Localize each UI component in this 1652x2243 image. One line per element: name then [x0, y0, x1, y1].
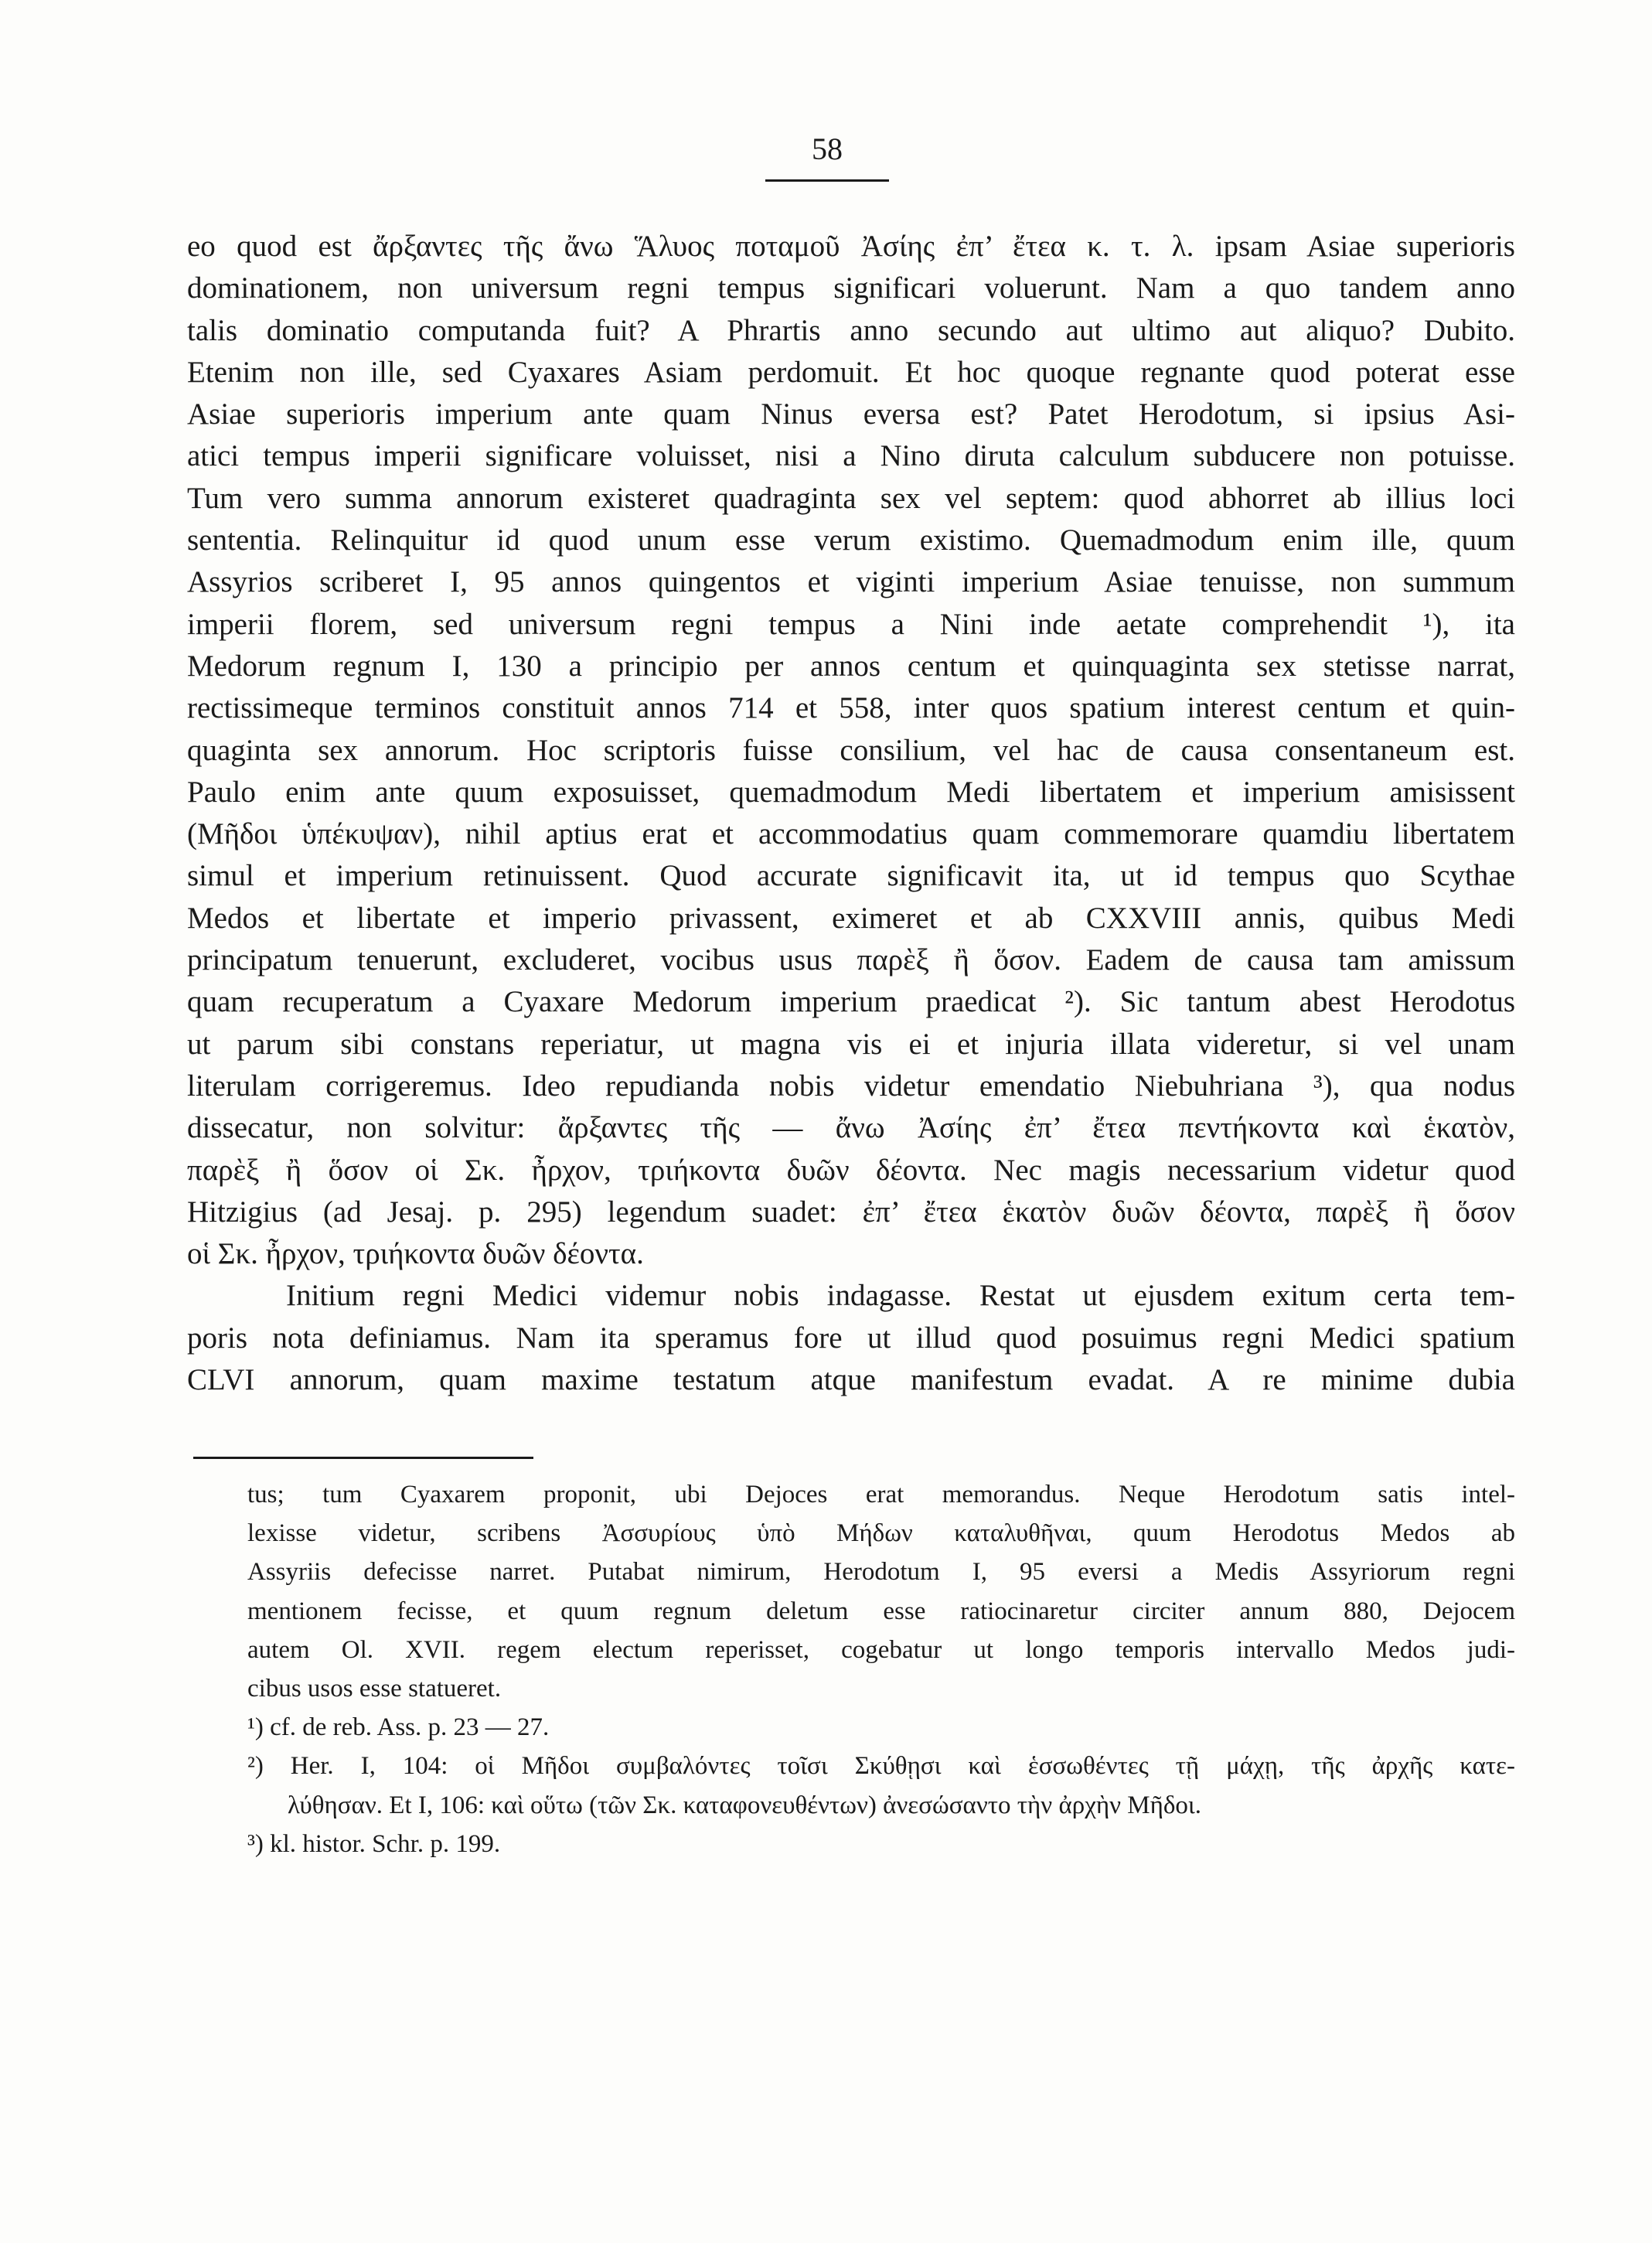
footnote-line: lexisse videtur, scribens Ἀσσυρίους ὑπὸ Μήδων καταλυθῆναι, quum Herodotus Medos ab [247, 1519, 1515, 1548]
body-line: principatum tenuerunt, excluderet, vocibus usus παρὲξ ἢ ὅσον. Eadem de causa tam amissum [187, 943, 1515, 977]
main-text [187, 226, 1515, 1401]
body-line: quaginta sex annorum. Hoc scriptoris fuisse consilium, vel hac de causa consentaneum est. [187, 733, 1515, 767]
body-line: (Μῆδοι ὑπέκυψαν), nihil aptius erat et accommodatius quam commemorare quamdiu libertatem [187, 817, 1515, 851]
footnote-line: cibus usos esse statueret. [247, 1675, 502, 1703]
footnote-line: Assyriis defecisse narret. Putabat nimirum, Herodotum I, 95 eversi a Medis Assyriorum regni [247, 1558, 1515, 1587]
body-line: dominationem, non universum regni tempus significari voluerunt. Nam a quo tandem anno [187, 271, 1515, 305]
body-line: simul et imperium retinuissent. Quod accurate significavit ita, ut id tempus quo Scythae [187, 859, 1515, 893]
footnote-3: ³) kl. histor. Schr. p. 199. [247, 1829, 501, 1858]
body-line: οἱ Σκ. ἦρχον, τριήκοντα δυῶν δέοντα. [187, 1237, 644, 1271]
body-line: Asiae superioris imperium ante quam Ninus eversa est? Patet Herodotum, si ipsius Asi- [187, 397, 1515, 431]
body-line: atici tempus imperii significare voluisset, nisi a Nino diruta calculum subducere non potuisse. [187, 439, 1515, 473]
body-line: literulam corrigeremus. Ideo repudianda nobis videtur emendatio Niebuhriana ³), qua nodus [187, 1069, 1515, 1103]
body-line: CLVI annorum, quam maxime testatum atque manifestum evadat. A re minime dubia [187, 1363, 1515, 1397]
body-line: imperii florem, sed universum regni tempus a Nini inde aetate comprehendit ¹), ita [187, 607, 1515, 641]
body-line: Hitzigius (ad Jesaj. p. 295) legendum suadet: ἐπ’ ἔτεα ἑκατὸν δυῶν δέοντα, παρὲξ ἢ ὅσον [187, 1195, 1515, 1229]
body-line: poris nota definiamus. Nam ita speramus fore ut illud quod posuimus regni Medici spatium [187, 1321, 1515, 1355]
footnote-separator [193, 1457, 533, 1459]
footnote-1: ¹) cf. de reb. Ass. p. 23 — 27. [247, 1713, 550, 1742]
footnotes [247, 1475, 1515, 1863]
footnote-line: autem Ol. XVII. regem electum reperisset, cogebatur ut longo temporis intervallo Medos judi- [247, 1635, 1515, 1664]
body-line: eo quod est ἄρξαντες τῆς ἄνω Ἅλυος ποταμοῦ Ἀσίης ἐπ’ ἔτεα κ. τ. λ. ipsam Asiae superioris [187, 230, 1515, 263]
body-line: sententia. Relinquitur id quod unum esse verum existimo. Quemadmodum enim ille, quum [187, 523, 1515, 557]
body-line: rectissimeque terminos constituit annos 714 et 558, inter quos spatium interest centum et quin- [187, 691, 1515, 725]
footnote-2-continued: λύθησαν. Et I, 106: καὶ οὕτω (τῶν Σκ. καταφονευθέντων) ἀνεσώσαντο τὴν ἀρχὴν Μῆδοι. [288, 1791, 1202, 1819]
body-line: ut parum sibi constans reperiatur, ut magna vis ei et injuria illata videretur, si vel unam [187, 1027, 1515, 1061]
body-line: Assyrios scriberet I, 95 annos quingentos et viginti imperium Asiae tenuisse, non summum [187, 565, 1515, 599]
body-line: talis dominatio computanda fuit? A Phrartis anno secundo aut ultimo aut aliquo? Dubito. [187, 313, 1515, 347]
body-line: quam recuperatum a Cyaxare Medorum imperium praedicat ²). Sic tantum abest Herodotus [187, 985, 1515, 1019]
body-line: Medorum regnum I, 130 a principio per annos centum et quinquaginta sex stetisse narrat, [187, 649, 1515, 683]
body-line: Etenim non ille, sed Cyaxares Asiam perdomuit. Et hoc quoque regnante quod poterat esse [187, 355, 1515, 389]
body-line: Paulo enim ante quum exposuisset, quemadmodum Medi libertatem et imperium amisissent [187, 775, 1515, 809]
body-line: Medos et libertate et imperio privassent, eximeret et ab CXXVIII annis, quibus Medi [187, 901, 1515, 935]
body-line: παρὲξ ἢ ὅσον οἱ Σκ. ἦρχον, τριήκοντα δυῶν δέοντα. Nec magis necessarium videtur quod [187, 1153, 1515, 1187]
footnote-2: ²) Her. I, 104: οἱ Μῆδοι συμβαλόντες τοῖσι Σκύθῃσι καὶ ἑσσωθέντες τῇ μάχῃ, τῆς ἀρχῆς κατε- [247, 1752, 1515, 1781]
body-line: dissecatur, non solvitur: ἄρξαντες τῆς — ἄνω Ἀσίης ἐπ’ ἔτεα πεντήκοντα καὶ ἑκατὸν, [187, 1111, 1515, 1145]
footnote-line: tus; tum Cyaxarem proponit, ubi Dejoces erat memorandus. Neque Herodotum satis intel- [247, 1481, 1515, 1508]
page-number: 58 [812, 131, 843, 166]
body-line-paragraph-start: Initium regni Medici videmur nobis indagasse. Restat ut ejusdem exitum certa tem- [286, 1279, 1515, 1313]
footnote-line: mentionem fecisse, et quum regnum deletum esse ratiocinaretur circiter annum 880, Dejocem [247, 1597, 1515, 1625]
body-line: Tum vero summa annorum existeret quadraginta sex vel septem: quod abhorret ab illius loci [187, 481, 1515, 515]
page-number-rule [765, 179, 889, 182]
